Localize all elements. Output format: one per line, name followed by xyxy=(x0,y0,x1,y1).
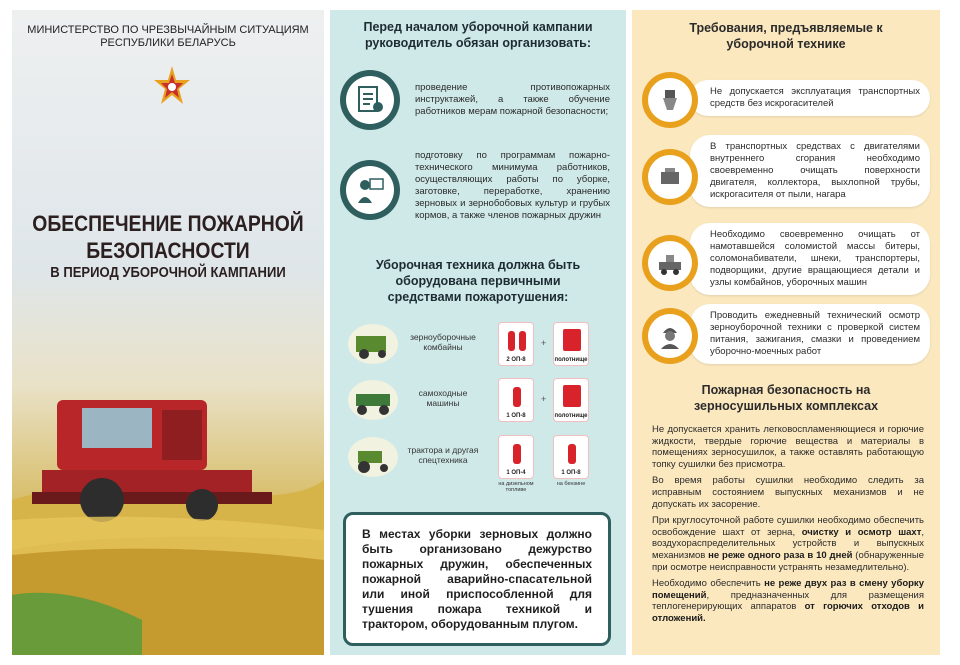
dryer-rule-4-part-a: Необходимо обеспечить xyxy=(652,578,765,590)
right-panel xyxy=(632,10,940,655)
equipment-section-title xyxy=(330,257,626,305)
dryer-rule-3 xyxy=(652,515,924,573)
org-item-text: проведение противопожарных инструктажей, а также обучение работников мерам пожарной безопасности; xyxy=(415,82,610,117)
organization-title-line-2: руководитель обязан организовать: xyxy=(364,36,592,50)
fire-blanket-box xyxy=(553,378,589,422)
fire-blanket-box xyxy=(553,322,589,366)
dryer-rule-3-part-e: (обнаруженные при осмотре неисправности устранять незамедлительно). xyxy=(652,549,925,573)
vehicle-label-line-1: самоходные xyxy=(418,388,468,398)
ministry-line-2: РЕСПУБЛИКИ БЕЛАРУСЬ xyxy=(100,37,236,49)
plus-sign: + xyxy=(541,394,547,404)
title-line-2: БЕЗОПАСНОСТИ xyxy=(86,238,250,263)
dryer-rule-2: Во время работы сушилки необходимо следить за исправным состоянием выпускных механизмов и не допускать их засорение. xyxy=(652,475,924,510)
extinguisher-box xyxy=(553,435,589,479)
extinguisher-box xyxy=(498,322,534,366)
extinguisher-label: 2 ОП-8 xyxy=(506,357,526,363)
requirement-item xyxy=(642,304,932,368)
equipment-title-line-2: оборудована первичными xyxy=(395,274,561,288)
org-item xyxy=(340,150,620,240)
fire-blanket-label: полотнище xyxy=(554,413,588,419)
combine-harvester-illustration xyxy=(12,380,324,655)
vehicle-label xyxy=(403,445,483,465)
requirements-title-line-2: уборочной технике xyxy=(726,37,846,51)
dryer-rule-3-bold-b: очистку и осмотр шахт xyxy=(801,526,922,538)
dryer-rule-3-part-a: При круглосуточной работе сушилки необходимо обеспечить освобождение шахт от зерна, xyxy=(652,515,924,538)
extinguisher-box xyxy=(498,435,534,479)
combine-parts-icon xyxy=(642,235,698,291)
dryer-title-line-2: зерносушильных комплексах xyxy=(693,399,879,413)
brochure-title xyxy=(12,210,324,282)
dryer-rule-1: Не допускается хранить легковоспламеняющиеся и горючие жидкости, твердые горючие вещества и материалы в помещениях зерносушилок, а также оставлять работающую топку сушилки без присмотра. xyxy=(652,424,924,470)
ministry-line-1: МИНИСТЕРСТВО ПО ЧРЕЗВЫЧАЙНЫМ СИТУАЦИЯМ xyxy=(27,24,309,36)
title-line-3: В ПЕРИОД УБОРОЧНОЙ КАМПАНИИ xyxy=(50,265,286,281)
diesel-note xyxy=(491,481,541,493)
document-icon xyxy=(340,70,400,130)
equipment-row-self-propelled xyxy=(348,378,610,428)
title-line-1: ОБЕСПЕЧЕНИЕ ПОЖАРНОЙ xyxy=(32,211,304,236)
dryer-rule-4-part-c: , предназначенных для размещения теплогенерирующих аппаратов xyxy=(652,589,924,613)
spark-arrester-icon xyxy=(642,72,698,128)
self-propelled-machine-icon xyxy=(348,380,398,420)
mchs-emblem-icon xyxy=(152,64,192,110)
dryer-rule-3-bold-d: не реже одного раза в 10 дней xyxy=(708,549,853,561)
dryer-rule-3-part-c: , воздухораспределительных устройств и выпускных механизмов xyxy=(652,526,924,561)
engine-cleaning-icon xyxy=(642,149,698,205)
equipment-row-combines xyxy=(348,322,610,372)
dryer-rule-4-bold-d: от горючих отходов и отложений. xyxy=(652,601,925,624)
vehicle-label-line-2: комбайны xyxy=(423,342,463,352)
tractor-icon xyxy=(348,437,398,477)
middle-panel xyxy=(330,10,626,655)
lecturer-icon xyxy=(340,160,400,220)
dryer-title-line-1: Пожарная безопасность на xyxy=(701,383,871,397)
requirement-text: В транспортных средствах с двигателями внутреннего сгорания необходимо своевременно очищать поверхности двигателя, коллектора, выхлопной трубы, искрогасителя от пыли, нагара xyxy=(690,135,930,207)
vehicle-label-line-1: трактора и другая xyxy=(407,445,479,455)
plus-sign: + xyxy=(541,338,547,348)
vehicle-label-line-1: зерноуборочные xyxy=(410,332,476,342)
org-item xyxy=(340,70,620,145)
requirement-item xyxy=(642,223,932,303)
extinguisher-label: 1 ОП-8 xyxy=(506,413,526,419)
combine-icon xyxy=(348,324,398,364)
fire-blanket-label: полотнище xyxy=(554,357,588,363)
equipment-row-tractors xyxy=(348,435,610,493)
requirement-text: Проводить ежедневный технический осмотр зерноуборочной техники с проверкой систем питания, зажигания, смазки и проведением уборочно-моечных работ xyxy=(690,304,930,364)
organization-title-line-1: Перед началом уборочной кампании xyxy=(363,20,593,34)
dryer-rule-4 xyxy=(652,578,924,624)
requirement-item xyxy=(642,72,932,128)
cover-panel xyxy=(12,10,324,655)
petrol-note: на бензине xyxy=(556,481,586,487)
vehicle-label-line-2: спецтехника xyxy=(418,455,468,465)
dryer-rule-4-bold-b: не реже двух раз в смену уборку помещений xyxy=(652,578,924,601)
org-item-text: подготовку по программам пожарно-технического минимума работников, осуществляющих работы по уборке, заготовке, переработке, хранению зерновых и зернобобовых культур и грубых кормов, а также членов пожарных дружин xyxy=(415,150,610,221)
dryer-rules xyxy=(652,424,924,630)
equipment-title-line-3: средствами пожаротушения: xyxy=(387,290,569,304)
extinguisher-label: 1 ОП-4 xyxy=(506,470,526,476)
equipment-title-line-1: Уборочная техника должна быть xyxy=(375,258,581,272)
vehicle-label xyxy=(403,388,483,408)
requirement-text: Необходимо своевременно очищать от намотавшейся соломистой массы битеры, соломонабиватели, шнеки, транспортеры, подворщики, другие вращающиеся детали и узлы комбайнов, уборочных машин xyxy=(690,223,930,295)
organization-section-title xyxy=(330,19,626,51)
vehicle-label-line-2: машины xyxy=(426,398,460,408)
extinguisher-box xyxy=(498,378,534,422)
diesel-note-line-1: на дизельном xyxy=(498,481,534,487)
dryer-section-title xyxy=(632,382,940,414)
engineer-icon xyxy=(642,308,698,364)
notice-box: В местах уборки зерновых должно быть организовано дежурство пожарных дружин, обеспеченных пожарной аварийно-спасательной или иной приспособленной для тушения пожара техникой и трактором, оборудованным плугом. xyxy=(343,512,611,646)
requirement-item xyxy=(642,135,932,219)
requirements-section-title xyxy=(632,20,940,52)
vehicle-label xyxy=(403,332,483,352)
requirement-text: Не допускается эксплуатация транспортных средств без искрогасителей xyxy=(690,80,930,116)
ministry-name xyxy=(12,24,324,50)
requirements-title-line-1: Требования, предъявляемые к xyxy=(689,21,883,35)
extinguisher-label: 1 ОП-8 xyxy=(561,470,581,476)
diesel-note-line-2: топливе xyxy=(505,487,527,493)
